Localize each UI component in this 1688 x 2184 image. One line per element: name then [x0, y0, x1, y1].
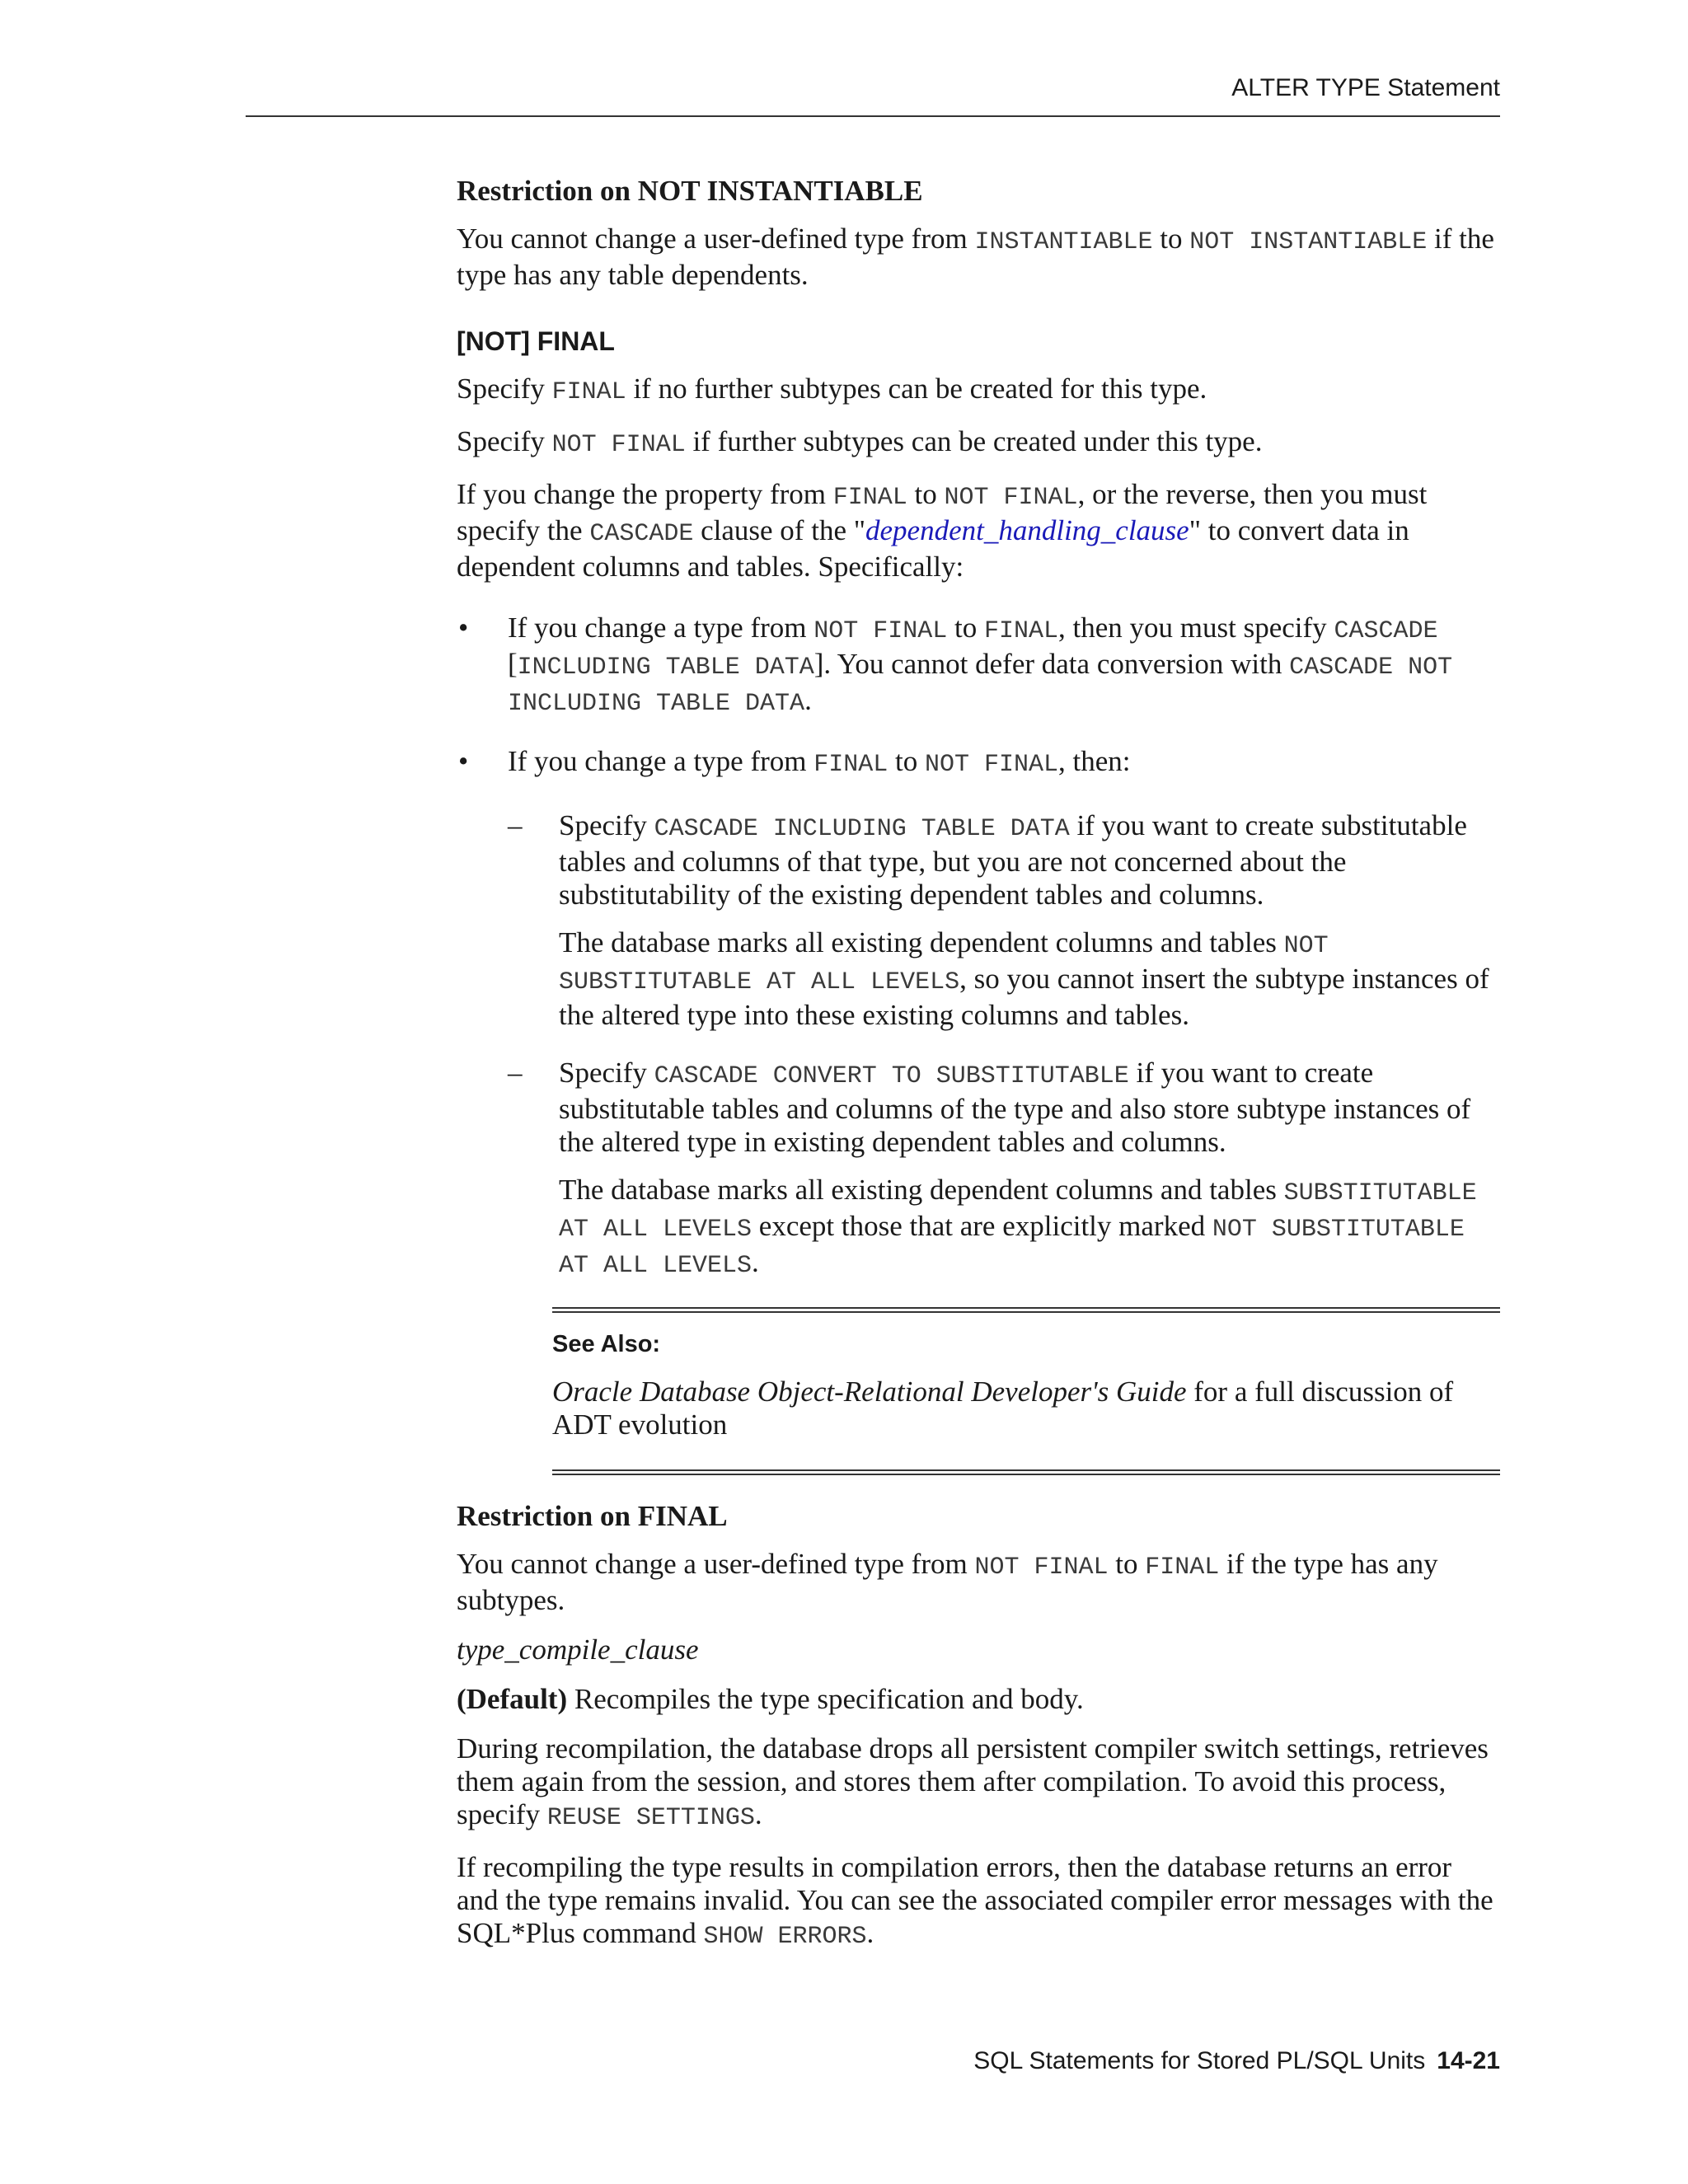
see-also-top-rule	[552, 1307, 1500, 1313]
page-body	[457, 175, 1500, 1970]
list-item: – Specify CASCADE INCLUDING TABLE DATA if you want to create substitutable tables and columns of that type, but you are not concerned about the substitutability of the existing dependent tables and columns. The database marks all existing dependent columns and tables NOT SUBSTITUTABLE AT ALL LEVELS, so you cannot insert the subtype instances of the altered type into these existing columns and tables.	[508, 809, 1489, 1031]
list-item: – Specify CASCADE CONVERT TO SUBSTITUTABLE if you want to create substitutable tables and columns of the type and also store subtype instances of the altered type in existing dependent tables and columns. The database marks all existing dependent columns and tables SUBSTITUTABLE AT ALL LEVELS except those that are explicitly marked NOT SUBSTITUTABLE AT ALL LEVELS.	[508, 1057, 1477, 1280]
dash-marker: –	[508, 1057, 523, 1089]
bullet-marker: •	[458, 612, 469, 644]
list-item: • If you change a type from FINAL to NOT FINAL, then: – Specify CASCADE INCLUDING TABLE DATA if you want to create substitutable tables and columns of that type, but you are not concerned about the substitutability of the existing dependent tables and columns. The database marks all existing dependent columns and tables NOT SUBSTITUTABLE AT ALL LEVELS, so you cannot insert the subtype instances of the altered type into these existing columns and tables. – Specify CASCADE CONVERT TO SUBSTITUTABLE if you want to create substitutable tables and columns of the type and also store subtype instances of the altered type in existing dependent tables and columns. The database marks all existing dependent columns and tables SUBSTITUTABLE AT ALL LEVELS except those that are explicitly marked NOT SUBSTITUTABLE AT ALL LEVELS.	[457, 745, 1500, 1282]
paragraph-compile-errors: If recompiling the type results in compilation errors, then the database returns an error and the type remains invalid. You can see the associated compiler error messages with the SQL*Plus command SHOW ERRORS.	[457, 1851, 1493, 1951]
dependent-handling-clause-link[interactable]: dependent_handling_clause	[865, 514, 1189, 546]
heading-not-final: [NOT] FINAL	[457, 326, 615, 356]
page-footer	[973, 2047, 1500, 2075]
bullet-list	[457, 612, 1500, 1282]
heading-type-compile-clause: type_compile_clause	[457, 1633, 699, 1666]
dash-list	[508, 809, 1500, 1282]
see-also-book-title: Oracle Database Object-Relational Developer's Guide	[552, 1376, 1187, 1408]
header-rule	[246, 115, 1500, 117]
paragraph-recompilation: During recompilation, the database drops all persistent compiler switch settings, retrieves them again from the session, and stores them after compilation. To avoid this process, specify REUSE SETTINGS.	[457, 1732, 1489, 1832]
see-also-text: Oracle Database Object-Relational Developer's Guide for a full discussion of ADT evolution	[552, 1376, 1454, 1441]
paragraph-specify-not-final: Specify NOT FINAL if further subtypes can be created under this type.	[457, 425, 1263, 459]
dash-marker: –	[508, 809, 523, 841]
running-header: ALTER TYPE Statement	[1231, 74, 1500, 101]
see-also-bottom-rule	[552, 1469, 1500, 1475]
list-item: • If you change a type from NOT FINAL to FINAL, then you must specify CASCADE [INCLUDING TABLE DATA]. You cannot defer data conversion with CASCADE NOT INCLUDING TABLE DATA.	[458, 612, 1453, 718]
paragraph-restriction-not-instantiable: You cannot change a user-defined type from INSTANTIABLE to NOT INSTANTIABLE if the type has any table dependents.	[457, 223, 1494, 291]
paragraph-change-property: If you change the property from FINAL to NOT FINAL, or the reverse, then you must specify the CASCADE clause of the "dependent_handling_clause" to convert data in dependent columns and tables. Specifically:	[457, 478, 1428, 583]
see-also-title: See Also:	[552, 1331, 661, 1357]
bullet-marker: •	[458, 745, 469, 777]
page-number: 14-21	[1437, 2047, 1500, 2074]
footer-title: SQL Statements for Stored PL/SQL Units	[973, 2047, 1426, 2074]
paragraph-default: (Default) Recompiles the type specification and body.	[457, 1683, 1084, 1715]
paragraph-specify-final: Specify FINAL if no further subtypes can be created for this type.	[457, 373, 1207, 406]
see-also-box	[552, 1307, 1500, 1475]
heading-restriction-final: Restriction on FINAL	[457, 1500, 728, 1532]
heading-restriction-not-instantiable: Restriction on NOT INSTANTIABLE	[457, 175, 923, 207]
paragraph-restriction-final: You cannot change a user-defined type from NOT FINAL to FINAL if the type has any subtypes.	[457, 1548, 1438, 1616]
